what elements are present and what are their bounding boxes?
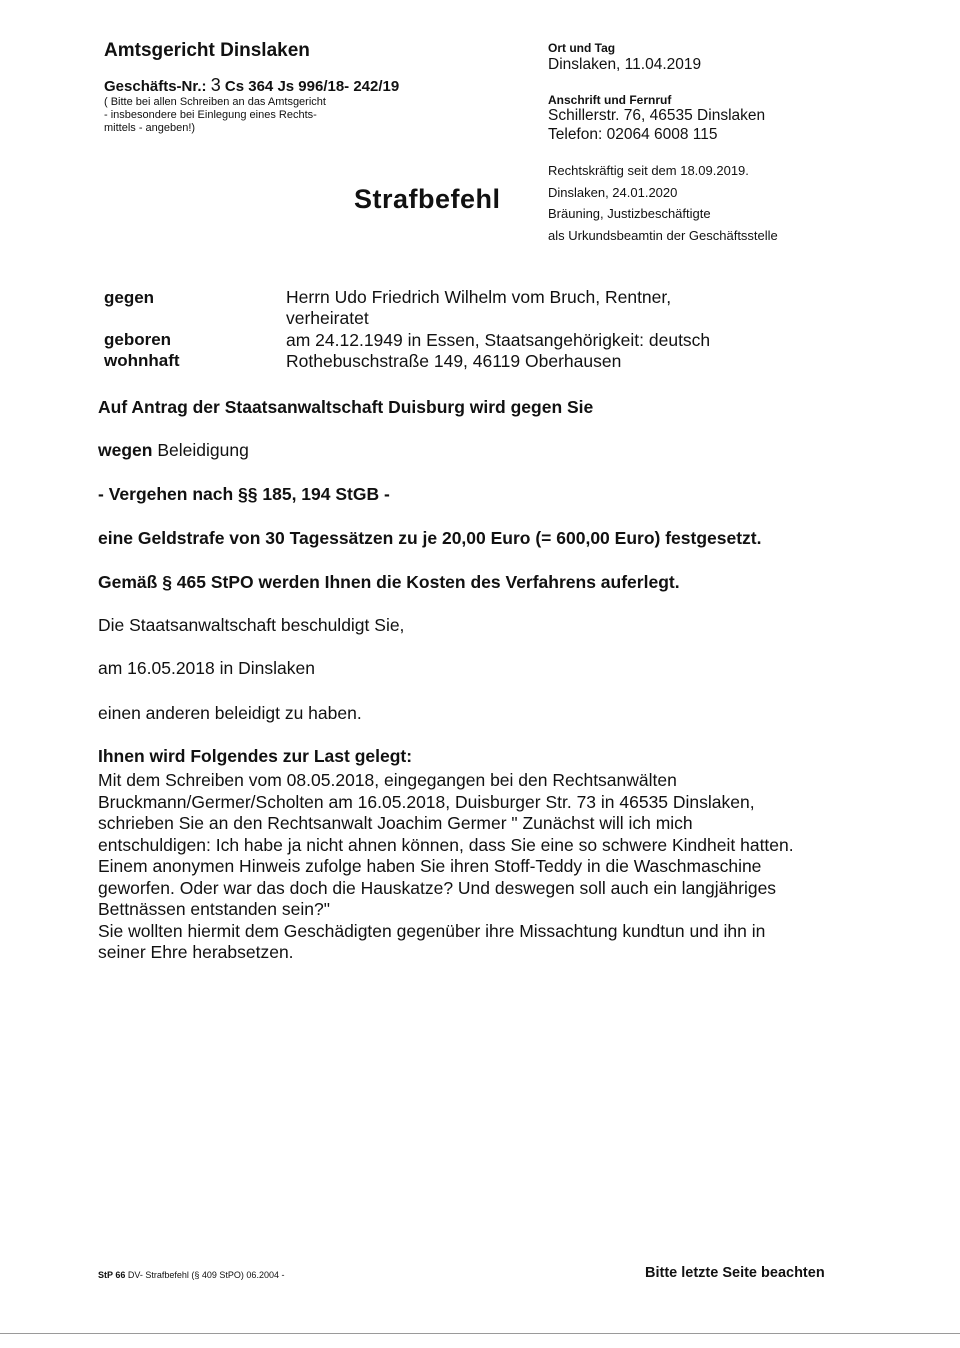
court-name: Amtsgericht Dinslaken (104, 40, 310, 61)
case-number-digit: 3 (210, 75, 221, 95)
defendant-status: verheiratet (286, 308, 369, 328)
charge-heading: Ihnen wird Folgendes zur Last gelegt: (98, 746, 413, 766)
against-label: gegen (104, 288, 155, 307)
stamp-role: als Urkundsbeamtin der Geschäftsstelle (548, 228, 778, 243)
form-reference (98, 1270, 284, 1280)
hint-line: ( Bitte bei allen Schreiben an das Amtsgericht (104, 96, 326, 108)
born-label: geboren (104, 330, 172, 349)
address-label: Anschrift und Fernruf (548, 93, 672, 107)
place-date-label: Ort und Tag (548, 41, 616, 55)
application-statement: Auf Antrag der Staatsanwaltschaft Duisburg wird gegen Sie (98, 397, 594, 417)
costs-statement: Gemäß § 465 StPO werden Ihnen die Kosten des Verfahrens auferlegt. (98, 572, 680, 592)
because-label: wegen (98, 440, 153, 460)
hint-line: - insbesondere bei Einlegung eines Rechts- (104, 109, 317, 121)
case-number: Cs 364 Js 996/18- 242/19 (224, 78, 400, 95)
defendant-name: Herrn Udo Friedrich Wilhelm vom Bruch, Rentner, (286, 287, 672, 307)
fine-statement: eine Geldstrafe von 30 Tagessätzen zu je 20,00 Euro (= 600,00 Euro) festgesetzt. (98, 528, 762, 548)
legal-force-stamp: Rechtskräftig seit dem 18.09.2019. (548, 163, 749, 178)
scan-edge-line (0, 1333, 960, 1334)
residence-label: wohnhaft (104, 351, 180, 370)
case-number-label: Geschäfts-Nr.: (104, 78, 207, 95)
place-date: Dinslaken, 11.04.2019 (548, 56, 702, 73)
accusation-intro: Die Staatsanwaltschaft beschuldigt Sie, (98, 615, 405, 635)
because-value: Beleidigung (157, 440, 249, 460)
offense-paragraphs: - Vergehen nach §§ 185, 194 StGB - (98, 484, 390, 504)
reference-hint (104, 96, 384, 135)
offense-reason (98, 440, 249, 461)
court-address: Schillerstr. 76, 46535 Dinslaken (548, 107, 766, 124)
form-code: StP 66 (98, 1270, 126, 1280)
offense-date-place: am 16.05.2018 in Dinslaken (98, 658, 315, 678)
case-number-line (104, 75, 399, 96)
form-text: DV- Strafbefehl (§ 409 StPO) 06.2004 - (127, 1270, 285, 1280)
charge-text: Mit dem Schreiben vom 08.05.2018, eingegangen bei den Rechtsanwälten Bruckmann/Germer/Scholten am 16.05.2018, Duisburger Str. 73 in 46535 Dinslaken, schrieben Sie an den Rechtsanwalt Joachim Germer " Zunächst will ich mich entschuldigen: Ich habe ja nicht ahnen können, dass Sie eine so schwere Kindheit hatten. Einem anonymen Hinweis zufolge haben Sie ihren Stoff-Teddy in die Waschmaschine geworfen. Oder war das doch die Hauskatze? Und deswegen soll auch ein langjähriges Bettnässen entstanden sein?" Sie wollten hiermit dem Geschädigten gegenüber ihre Missachtung kundtun und ihn in seiner Ehre herabsetzen. (98, 770, 794, 962)
offense-summary: einen anderen beleidigt zu haben. (98, 703, 362, 723)
birth-details: am 24.12.1949 in Essen, Staatsangehörigkeit: deutsch (286, 330, 711, 350)
residence-address: Rothebuschstraße 149, 46119 Oberhausen (286, 351, 622, 371)
court-phone: Telefon: 02064 6008 115 (548, 126, 718, 143)
stamp-clerk: Bräuning, Justizbeschäftigte (548, 206, 711, 221)
hint-line: mittels - angeben!) (104, 122, 196, 134)
last-page-note: Bitte letzte Seite beachten (645, 1265, 825, 1281)
stamp-date: Dinslaken, 24.01.2020 (548, 185, 678, 200)
document-title: Strafbefehl (354, 184, 501, 214)
